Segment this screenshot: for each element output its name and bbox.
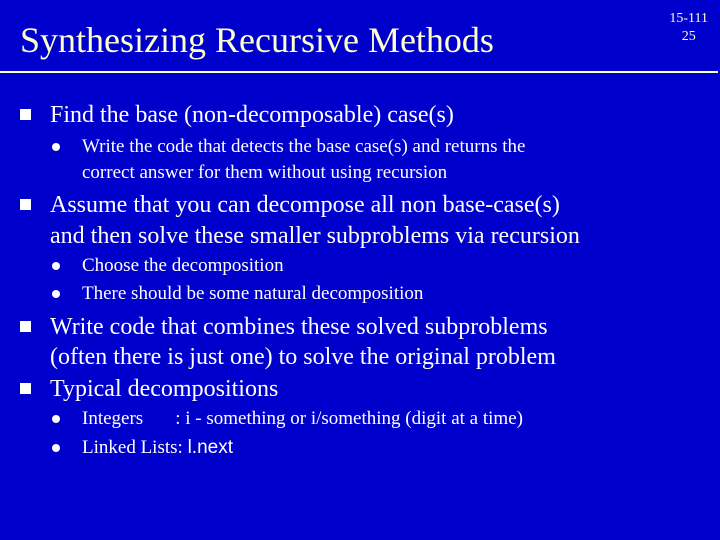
sub-bullet-text: [82, 435, 233, 461]
square-bullet-icon: [20, 109, 31, 120]
square-bullet-icon: [20, 321, 31, 332]
slide-title: Synthesizing Recursive Methods: [20, 20, 494, 60]
square-bullet-icon: [20, 383, 31, 394]
sub-bullet-text: [82, 406, 523, 432]
title-rule: [0, 71, 718, 73]
sub-bullet-text: There should be some natural decomposition: [82, 283, 424, 304]
sub-bullet-text: Choose the decomposition: [82, 255, 284, 276]
bullet-text: (often there is just one) to solve the original problem: [50, 344, 556, 370]
integers-label: Integers: [82, 408, 144, 429]
integers-decomposition: : i - something or i/something (digit at a time): [175, 408, 523, 429]
sub-bullet-text: Write the code that detects the base case(s) and returns the: [82, 136, 526, 157]
sub-bullet-text: correct answer for them without using recursion: [82, 162, 448, 183]
bullet-text: Assume that you can decompose all non base-case(s): [50, 192, 560, 218]
dot-bullet-icon: [52, 262, 60, 270]
slide-number: 25: [681, 29, 696, 44]
dot-bullet-icon: [52, 143, 60, 151]
page-number: [669, 10, 708, 46]
linked-lists-code: l.next: [187, 437, 233, 458]
square-bullet-icon: [20, 199, 31, 210]
dot-bullet-icon: [52, 415, 60, 423]
linked-lists-label: Linked Lists:: [82, 437, 188, 458]
bullet-text: Typical decompositions: [50, 376, 279, 402]
dot-bullet-icon: [52, 290, 60, 298]
bullet-text: and then solve these smaller subproblems via recursion: [50, 223, 580, 249]
bullet-text: Write code that combines these solved subproblems: [50, 314, 548, 340]
dot-bullet-icon: [52, 444, 60, 452]
bullet-text: Find the base (non-decomposable) case(s): [50, 102, 454, 128]
course-number: 15-111: [669, 11, 708, 26]
